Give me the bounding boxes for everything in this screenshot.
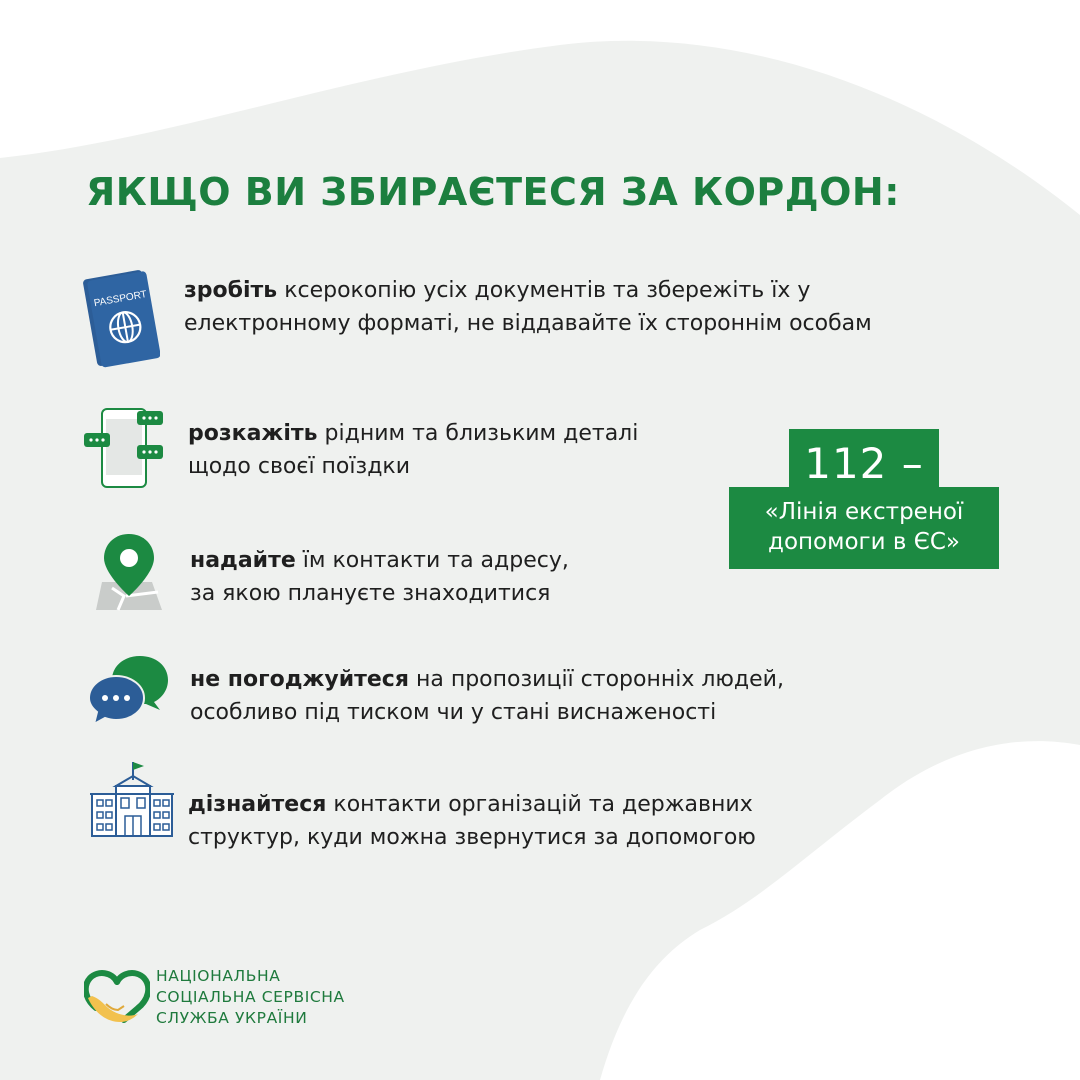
item-text <box>190 663 784 729</box>
hotline-caption <box>729 487 999 569</box>
item-line2: особливо під тиском чи у стані виснаженості <box>190 700 717 725</box>
logo-line1: НАЦІОНАЛЬНА <box>156 967 281 985</box>
item-line1: ксерокопію усіх документів та збережіть їх у <box>277 278 811 303</box>
chat-bubbles-icon <box>88 652 172 726</box>
logo-text <box>156 966 345 1029</box>
list-item <box>0 528 720 638</box>
hotline-box <box>729 429 999 569</box>
item-line1: їм контакти та адресу, <box>295 548 569 573</box>
list-item <box>0 760 756 870</box>
hotline-caption-line1: «Лінія екстреної <box>764 499 964 525</box>
logo-line2: СОЦІАЛЬНА СЕРВІСНА <box>156 988 345 1006</box>
list-item <box>0 650 784 760</box>
hotline-number: 112 – <box>789 429 939 493</box>
item-line1: контакти організацій та державних <box>326 792 753 817</box>
page-title: ЯКЩО ВИ ЗБИРАЄТЕСЯ ЗА КОРДОН: <box>86 170 900 214</box>
item-bold: не погоджуйтеся <box>190 667 409 692</box>
government-building-icon <box>90 760 174 838</box>
list-item <box>0 262 872 372</box>
item-text <box>188 788 756 854</box>
item-bold: розкажіть <box>188 421 318 446</box>
item-bold: зробіть <box>184 278 278 303</box>
svg-text:PASSPORT: PASSPORT <box>93 289 148 310</box>
map-pin-icon <box>92 530 166 612</box>
item-line2: за якою плануєте знаходитися <box>190 581 551 606</box>
item-bold: надайте <box>190 548 296 573</box>
item-line2: щодо своєї поїздки <box>188 454 410 479</box>
logo-line3: СЛУЖБА УКРАЇНИ <box>156 1009 308 1027</box>
item-text <box>188 417 638 483</box>
logo <box>84 964 404 1034</box>
item-text <box>190 544 569 610</box>
item-line2: електронному форматі, не віддавайте їх стороннім особам <box>184 311 872 336</box>
list-item <box>0 405 720 515</box>
heart-logo-icon <box>84 968 150 1030</box>
passport-icon <box>80 270 160 370</box>
hotline-caption-line2: допомоги в ЄС» <box>768 529 960 555</box>
item-line1: рідним та близьким деталі <box>317 421 639 446</box>
item-line1: на пропозиції сторонніх людей, <box>408 667 784 692</box>
item-line2: структур, куди можна звернутися за допомогою <box>188 825 756 850</box>
phone-chat-icon <box>82 405 166 493</box>
item-bold: дізнайтеся <box>188 792 327 817</box>
item-text <box>184 274 872 340</box>
